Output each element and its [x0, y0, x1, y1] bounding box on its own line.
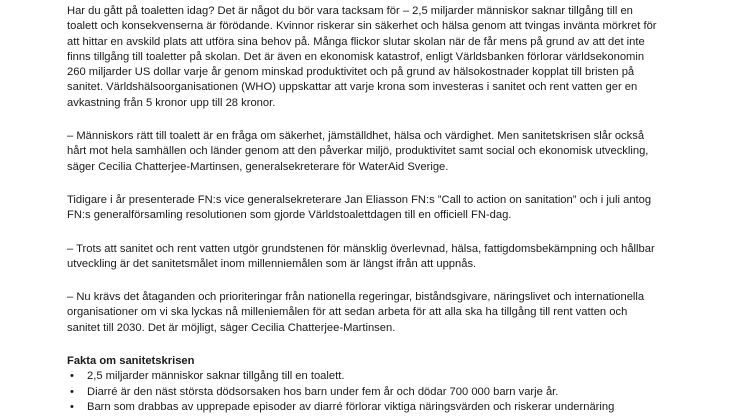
bullet-icon: • — [70, 385, 74, 398]
bullet-icon: • — [70, 370, 74, 383]
facts-heading: Fakta om sanitetskrisen — [67, 355, 195, 368]
paragraph-quote-commitments: – Nu krävs det åtaganden och prioriteringar från nationella regeringar, biståndsgivare, näringslivet och internationella organisationer om vi ska lyckas nå milleniemålen för att sedan arbeta för att alla ska ha tillgång till rent vatten och sanitet till 2030. Det är möjligt, säger Cecilia Chatterjee-Martinsen. — [67, 291, 645, 334]
paragraph-quote-goals: – Trots att sanitet och rent vatten utgör grundstenen för mänsklig överlevnad, hälsa, fattigdomsbekämpning och hållbar utveckling är det sanitetsmålet inom millenniemålen som är längst ifrån att uppnås. — [67, 242, 655, 270]
list-item — [67, 385, 687, 400]
list-item — [67, 369, 687, 384]
document-page — [67, 0, 687, 415]
list-item-text: 2,5 miljarder människor saknar tillgång till en toalett. — [87, 370, 345, 383]
bullet-icon: • — [70, 400, 74, 413]
facts-section — [67, 354, 687, 415]
paragraph-un-call: Tidigare i år presenterade FN:s vice generalsekreterare Jan Eliasson FN:s ”Call to action on sanitation” och i juli antog FN:s generalförsamling resolutionen som gjorde Världstoalettdagen till en officiell FN-dag. — [67, 193, 652, 222]
facts-list — [67, 369, 687, 415]
paragraph-quote-rights: – Människors rätt till toalett är en fråga om säkerhet, jämställdhet, hälsa och värdighet. Men sanitetskrisen slår också hårt mot hela samhällen och länder genom att den påverkar miljö, produktivitet samt social och ekonomisk utveckling, säger Cecilia Chatterjee-Martinsen, generalsekreterare för WaterAid Sverige. — [67, 130, 649, 173]
list-item-text: Diarré är den näst största dödsorsaken hos barn under fem år och dödar 700 000 barn varje år. — [87, 385, 559, 398]
paragraph-intro: Har du gått på toaletten idag? Det är något du bör vara tacksam för – 2,5 miljarder människor saknar tillgång till en toalett och konsekvenserna är förödande. Kvinnor riskerar sin säkerhet och hälsa genom att tvingas invänta mörkret för att hittar en avskild plats att utföra sina behov på. Många flickor slutar skolan när de får mens på grund av att det inte finns tillgång till toaletter på skolan. Det är även en ekonomisk katastrof, enligt Världsbanken förlorar världsekonomin 260 miljarder US dollar varje år genom minskad produktivitet och på grund av hälsokostnader kopplat till bristen på sanitet. Världshälsoorganisationen (WHO) uppskattar att varje krona som investeras i sanitet och rent vatten ger en avkastning från 5 kronor upp till 28 kronor. — [67, 5, 657, 109]
list-item-text: Barn som drabbas av upprepade episoder av diarré förlorar viktiga näringsvärden och riskerar undernäring — [87, 400, 615, 413]
list-item — [67, 400, 687, 415]
